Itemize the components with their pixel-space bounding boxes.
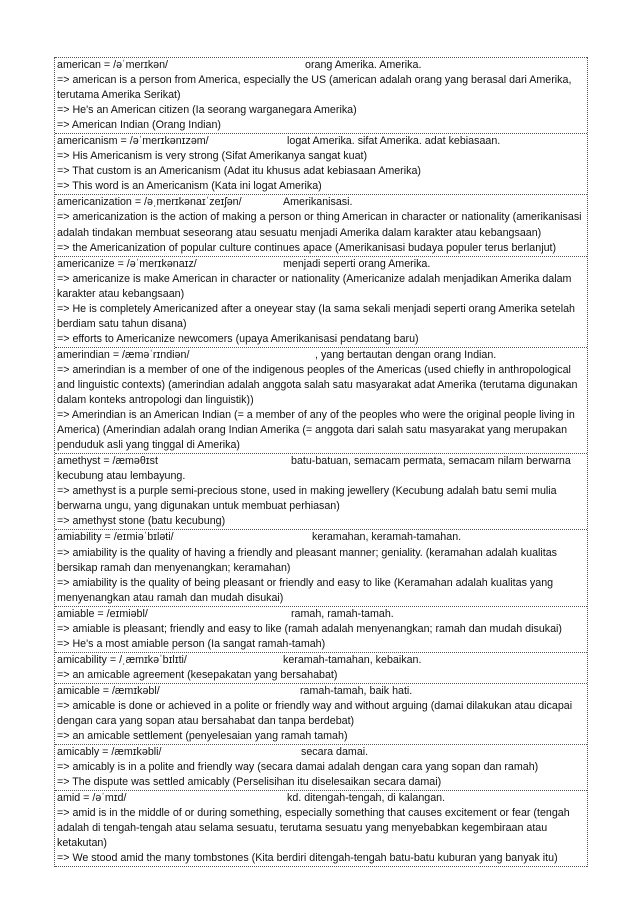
entry-meaning: kd. ditengah-tengah, di kalangan. (287, 792, 446, 805)
entry-meaning: keramah-tamahan, kebaikan. (283, 653, 422, 666)
entry-term: amid = /əˈmɪd/ (57, 792, 127, 805)
entry-term: amethyst = /æməθɪst (57, 455, 158, 468)
dictionary-entry (55, 529, 587, 605)
entry-term: american = /əˈmerɪkən/ (57, 59, 169, 71)
entry-term: americanization = /əˌmerɪkənaɪˈzeɪʃən/ (57, 196, 242, 209)
dictionary-page (54, 57, 588, 867)
entry-example-line: => He is completely Americanized after a oneyear stay (Ia sama sekali menjadi seperti orang Amerika setelah berdiam satu tahun disana) (57, 302, 576, 330)
dictionary-entry (55, 744, 587, 790)
entry-example-line: => This word is an Americanism (Kata ini logat Amerika) (57, 180, 322, 193)
entry-example-line: => The dispute was settled amicably (Perselisihan itu diselesaikan secara damai) (57, 776, 442, 789)
entry-term: americanism = /əˈmerɪkənɪzəm/ (57, 135, 209, 148)
entry-example-line: => That custom is an Americanism (Adat itu khusus adat kebiasaan Amerika) (57, 165, 421, 178)
entry-meaning: keramahan, keramah-tamahan. (312, 531, 462, 544)
entry-example-line: => Amerindian is an American Indian (= a member of any of the peoples who were the original people living in America) (Amerindian adalah orang Indian Amerika (= anggota dari salah satu masyarakat yang merupakan penduduk asli yang tinggal di Amerika) (57, 409, 575, 452)
dictionary-entry (55, 606, 587, 652)
entry-term: amicably = /æmɪkəbli/ (57, 746, 162, 759)
entry-term: amerindian = /æməˈrɪndiən/ (57, 348, 190, 361)
entry-term: amicability = /ˌæmɪkəˈbɪlɪti/ (57, 653, 187, 666)
entry-example-line: => His Americanism is very strong (Sifat Amerikanya sangat kuat) (57, 150, 368, 163)
entry-term: amiable = /eɪmiəbl/ (57, 607, 148, 620)
entry-meaning: secara damai. (301, 746, 369, 759)
entry-headword-row (57, 530, 585, 545)
entry-example-line: => amiable is pleasant; friendly and easy to like (ramah adalah menyenangkan; ramah dan mudah disukai) (57, 622, 562, 635)
entry-example-line: => amethyst is a purple semi-precious stone, used in making jewellery (Kecubung adalah batu semi mulia berwarna ungu, yang digunakan untuk membuat perhiasan) (57, 485, 557, 513)
dictionary-entry (55, 790, 587, 867)
entry-headword-row (57, 257, 585, 272)
entry-headword-row (57, 745, 585, 760)
dictionary-entry (55, 652, 587, 683)
entry-headword-row (57, 684, 585, 699)
entry-example-line: => We stood amid the many tombstones (Kita berdiri ditengah-tengah batu-batu kuburan yang banyak itu) (57, 852, 558, 865)
entry-example-line: => amerindian is a member of one of the indigenous peoples of the Americas (used chiefly in anthropological and linguistic contexts) (amerindian adalah anggota salah satu masyarakat adat Amerika (terutama digunakan dalam konteks antropologi dan linguistik)) (57, 363, 578, 407)
entry-example-line: => americanization is the action of making a person or thing American in character or nationality (amerikanisasi adalah tindakan membuat seseorang atau sesuatu menjadi Amerika dalam karakter atau kebangsaan) (57, 211, 582, 239)
entry-example-line: => amiability is the quality of being pleasant or friendly and easy to like (Keramahan adalah kualitas yang menyenangkan atau ramah dan mudah disukai) (57, 576, 554, 604)
entry-example-line: kecubung atau lembayung. (57, 470, 186, 483)
entry-meaning: ramah-tamah, baik hati. (300, 684, 413, 697)
dictionary-entry (55, 57, 587, 133)
entry-term: amicable = /æmɪkəbl/ (57, 684, 160, 697)
entry-example-line: => an amicable agreement (kesepakatan yang bersahabat) (57, 668, 338, 681)
dictionary-entry (55, 256, 587, 347)
entry-example-line: => amiability is the quality of having a friendly and pleasant manner; geniality. (keramahan adalah kualitas bersikap ramah dan menyenangkan; keramahan) (57, 546, 558, 574)
entry-headword-row (57, 791, 585, 806)
entry-headword-row (57, 58, 585, 73)
entry-example-line: => amid is in the middle of or during something, especially something that causes excitement or fear (tengah adalah di tengah-tengah atau selama sesuatu, terutama sesuatu yang menyebabkan kegembiraan atau ketakutan) (57, 807, 570, 850)
entry-meaning: Amerikanisasi. (283, 196, 353, 209)
dictionary-entry (55, 194, 587, 255)
entry-headword-row (57, 348, 585, 363)
entry-headword-row (57, 454, 585, 469)
entry-headword-row (57, 134, 585, 149)
entry-term: amiability = /eɪmiəˈbɪləti/ (57, 531, 174, 544)
dictionary-entry (55, 133, 587, 194)
dictionary-entry (55, 453, 587, 529)
entry-meaning: batu-batuan, semacam permata, semacam nilam berwarna (291, 455, 571, 468)
entry-meaning: , yang bertautan dengan orang Indian. (315, 348, 497, 361)
entry-example-line: => americanize is make American in character or nationality (Americanize adalah menjadikan Amerika dalam karakter atau kebangsaan) (57, 272, 572, 300)
entry-headword-row (57, 195, 585, 210)
entry-example-line: => He's a most amiable person (Ia sangat ramah-tamah) (57, 637, 326, 650)
entry-example-line: => amicable is done or achieved in a polite or friendly way and without arguing (damai dilakukan atau dicapai dengan cara yang sopan atau bersahabat dan tanpa berdebat) (57, 699, 573, 728)
entry-example-line: => amicably is in a polite and friendly way (secara damai adalah dengan cara yang sopan dan ramah) (57, 761, 539, 774)
entry-example-line: => He's an American citizen (Ia seorang warganegara Amerika) (57, 104, 357, 117)
entry-example-line: => American Indian (Orang Indian) (57, 119, 221, 132)
entry-headword-row (57, 653, 585, 668)
entry-example-line: => an amicable settlement (penyelesaian yang ramah tamah) (57, 730, 348, 743)
entry-example-line: => american is a person from America, especially the US (american adalah orang yang berasal dari Amerika, terutama Amerika Serikat) (57, 74, 572, 102)
entry-example-line: => amethyst stone (batu kecubung) (57, 515, 226, 528)
entry-example-line: => the Americanization of popular culture continues apace (Amerikanisasi budaya populer terus berlanjut) (57, 241, 557, 254)
dictionary-entry (55, 347, 587, 453)
entry-meaning: menjadi seperti orang Amerika. (283, 257, 431, 270)
entry-meaning: ramah, ramah-tamah. (291, 607, 394, 620)
entry-meaning: logat Amerika. sifat Amerika. adat kebiasaan. (287, 135, 501, 148)
entry-example-line: => efforts to Americanize newcomers (upaya Amerikanisasi pendatang baru) (57, 332, 419, 345)
entry-meaning: orang Amerika. Amerika. (305, 59, 422, 71)
dictionary-entry (55, 683, 587, 744)
entry-headword-row (57, 607, 585, 622)
entry-term: americanize = /əˈmerɪkənaɪz/ (57, 257, 197, 270)
